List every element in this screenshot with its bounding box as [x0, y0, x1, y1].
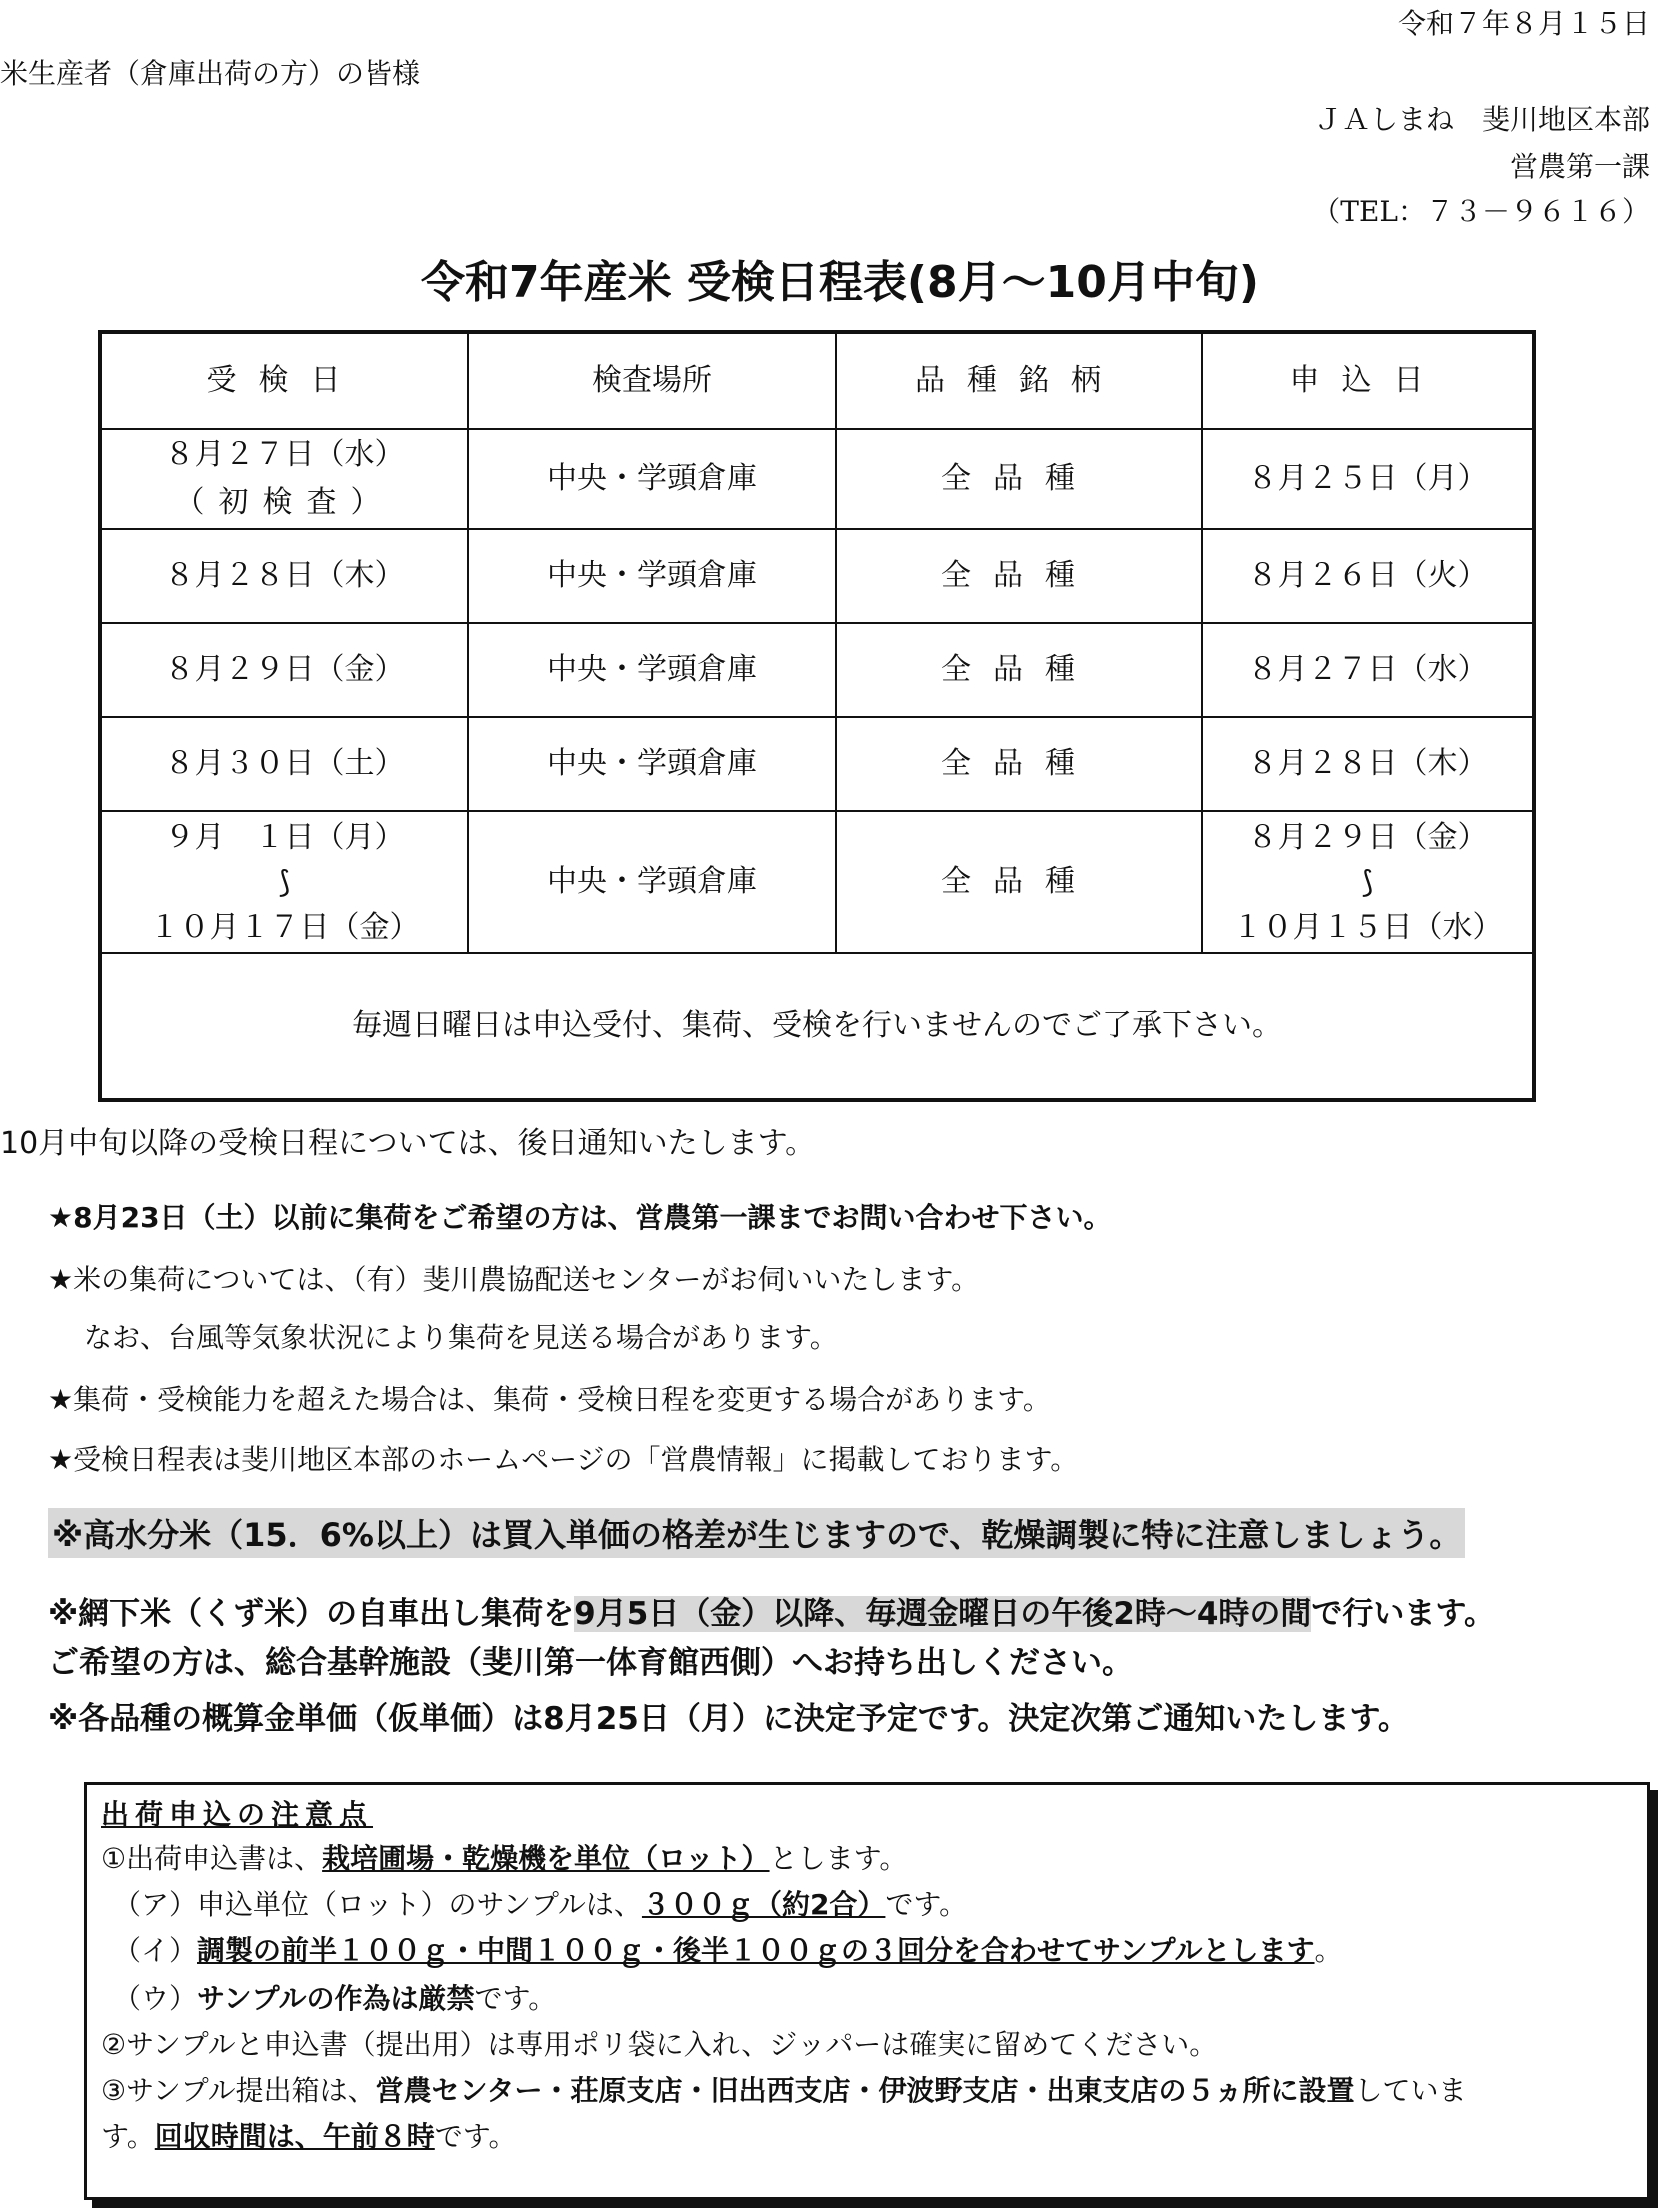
star-note: ★集荷・受検能力を超えた場合は、集荷・受検日程を変更する場合があります。 — [48, 1383, 1051, 1416]
notice-item — [101, 2069, 1467, 2109]
range-mark: ⟆ — [1361, 864, 1374, 900]
notice-text: （ウ） — [113, 1982, 198, 2015]
notice-emphasis: 栽培圃場・乾燥機を単位（ロット） — [322, 1842, 770, 1875]
notice-title: 出荷申込の注意点 — [101, 1798, 374, 1831]
table-row — [100, 811, 1534, 953]
star-note: ★受検日程表は斐川地区本部のホームページの「営農情報」に掲載しております。 — [48, 1443, 1079, 1476]
notice-emphasis: サンプルの作為は厳禁 — [197, 1982, 475, 2015]
notice-text: 。 — [1314, 1934, 1343, 1967]
notice-text: ③サンプル提出箱は、 — [101, 2074, 376, 2107]
notice-emphasis: 営農センター・荘原支店・旧出西支店・伊波野支店・出東支店の５ヵ所に設置 — [375, 2074, 1355, 2107]
exam-date-cell: ８月２９日（金） — [100, 623, 468, 717]
schedule-table — [98, 330, 1536, 1102]
notice-emphasis: 回収時間は、午前８時 — [154, 2120, 435, 2153]
variety-cell: 全品種 — [836, 429, 1202, 529]
notice-emphasis: 調製の前半１００ｇ・中間１００ｇ・後半１００ｇの３回分を合わせてサンプルとします — [197, 1934, 1315, 1967]
exam-date-start: ９月 １日（月） — [164, 819, 405, 855]
header-location: 検査場所 — [468, 332, 836, 429]
notice-text: ①出荷申込書は、 — [101, 1842, 323, 1875]
exam-date-note: （初検査） — [174, 485, 395, 520]
table-row — [100, 529, 1534, 623]
range-mark: ⟆ — [278, 864, 291, 900]
variety-cell: 全品種 — [836, 717, 1202, 811]
location-cell: 中央・学頭倉庫 — [468, 717, 836, 811]
notice-item — [113, 1977, 556, 2017]
moisture-warning: ※高水分米（15．6%以上）は買入単価の格差が生じますので、乾燥調製に特に注意しましょう。 — [48, 1508, 1465, 1558]
location-cell: 中央・学頭倉庫 — [468, 623, 836, 717]
exam-date-cell — [100, 811, 468, 953]
header-variety: 品種銘柄 — [836, 332, 1202, 429]
notice-item — [101, 1837, 907, 1877]
price-note: ※各品種の概算金単価（仮単価）は8月25日（月）に決定予定です。決定次第ご通知いたします。 — [48, 1701, 1409, 1737]
apply-date-start: ８月２９日（金） — [1247, 819, 1488, 855]
variety-cell: 全品種 — [836, 623, 1202, 717]
notice-text: （イ） — [113, 1934, 198, 1967]
location-cell: 中央・学頭倉庫 — [468, 811, 836, 953]
header-exam-date: 受検日 — [100, 332, 468, 429]
exam-date-cell: ８月２８日（木） — [100, 529, 468, 623]
location-cell: 中央・学頭倉庫 — [468, 529, 836, 623]
apply-date-end: １０月１５日（水） — [1232, 909, 1503, 945]
document-date: 令和７年８月１５日 — [1397, 7, 1650, 40]
notice-item — [113, 1929, 1343, 1969]
net-rice-note — [48, 1588, 1495, 1633]
table-row — [100, 623, 1534, 717]
apply-date-cell: ８月２８日（木） — [1202, 717, 1534, 811]
exam-date-end: １０月１７日（金） — [149, 909, 420, 945]
later-schedule-note: 10月中旬以降の受検日程については、後日通知いたします。 — [0, 1126, 816, 1161]
notice-text: です。 — [434, 2120, 517, 2153]
star-note: ★8月23日（土）以前に集荷をご希望の方は、営農第一課までお問い合わせ下さい。 — [48, 1201, 1112, 1234]
notice-item — [101, 2115, 517, 2155]
telephone: （TEL：７３－９６１６） — [1312, 195, 1650, 228]
notice-text: です。 — [474, 1982, 557, 2015]
table-header-row — [100, 332, 1534, 429]
notice-item: ②サンプルと申込書（提出用）は専用ポリ袋に入れ、ジッパーは確実に留めてください。 — [101, 2028, 1218, 2061]
notice-item — [113, 1883, 967, 1923]
organization: ＪＡしまね 斐川地区本部 — [1313, 103, 1650, 136]
shipping-notice-box — [84, 1782, 1650, 2200]
exam-date-cell: ８月３０日（土） — [100, 717, 468, 811]
addressee: 米生産者（倉庫出荷の方）の皆様 — [0, 57, 421, 90]
apply-date-cell: ８月２７日（水） — [1202, 623, 1534, 717]
header-apply-date: 申込日 — [1202, 332, 1534, 429]
department: 営農第一課 — [1509, 150, 1650, 183]
location-cell: 中央・学頭倉庫 — [468, 429, 836, 529]
variety-cell: 全品種 — [836, 811, 1202, 953]
table-note-row — [100, 953, 1534, 1100]
apply-date-cell — [1202, 811, 1534, 953]
apply-date-cell: ８月２５日（月） — [1202, 429, 1534, 529]
net-rice-highlight: 9月5日（金）以降、毎週金曜日の午後2時～4時の間 — [574, 1596, 1312, 1632]
variety-cell: 全品種 — [836, 529, 1202, 623]
notice-text: （ア）申込単位（ロット）のサンプルは、 — [113, 1888, 642, 1921]
notice-text: していま — [1354, 2074, 1467, 2107]
notice-text: とします。 — [769, 1842, 908, 1875]
sunday-note: 毎週日曜日は申込受付、集荷、受検を行いませんのでご了承下さい。 — [100, 953, 1534, 1100]
star-note: ★米の集荷については、（有）斐川農協配送センターがお伺いいたします。 — [48, 1263, 980, 1296]
net-rice-text: ※網下米（くず米）の自車出し集荷を — [48, 1596, 575, 1632]
table-row — [100, 717, 1534, 811]
apply-date-cell: ８月２６日（火） — [1202, 529, 1534, 623]
notice-text: す。 — [101, 2120, 155, 2153]
notice-emphasis: ３００ｇ（約2合） — [641, 1888, 886, 1921]
table-row — [100, 429, 1534, 529]
notice-text: です。 — [885, 1888, 968, 1921]
net-rice-note-2: ご希望の方は、総合基幹施設（斐川第一体育館西側）へお持ち出しください。 — [48, 1645, 1133, 1681]
star-note: なお、台風等気象状況により集荷を見送る場合があります。 — [84, 1321, 838, 1354]
page-title: 令和7年産米 受検日程表(8月～10月中旬) — [421, 257, 1259, 308]
exam-date-cell — [100, 429, 468, 529]
net-rice-text: で行います。 — [1311, 1596, 1495, 1632]
exam-date: ８月２７日（水） — [164, 437, 405, 472]
